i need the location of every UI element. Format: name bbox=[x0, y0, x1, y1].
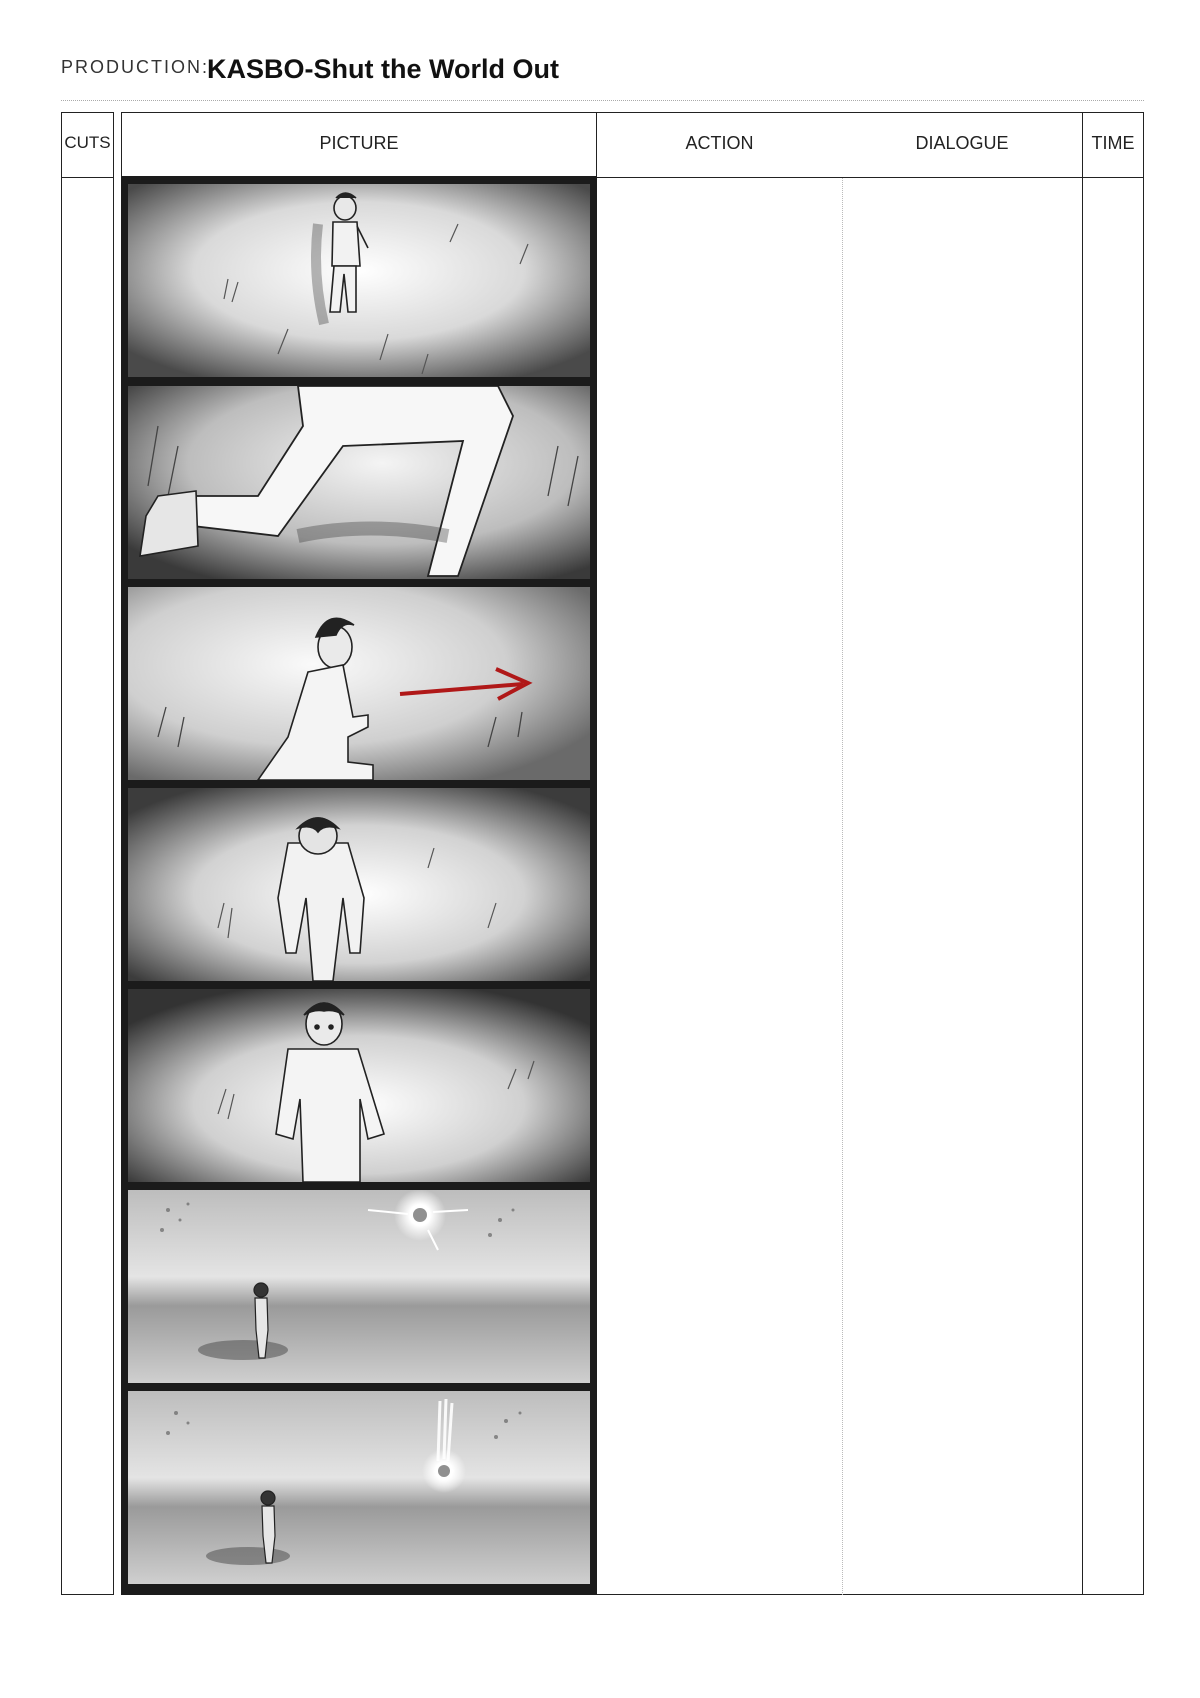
header-divider bbox=[61, 100, 1144, 101]
storyboard-panel-5 bbox=[128, 989, 590, 1182]
time-header: TIME bbox=[1091, 133, 1135, 153]
storyboard-panel-1 bbox=[128, 184, 590, 377]
storyboard-panel-2 bbox=[128, 386, 590, 579]
dialogue-column-divider bbox=[842, 178, 843, 1595]
production-title: KASBO-Shut the World Out bbox=[207, 54, 559, 84]
storyboard-panel-7 bbox=[128, 1391, 590, 1584]
storyboard-panel-6 bbox=[128, 1190, 590, 1383]
time-column-divider bbox=[1082, 112, 1083, 1595]
dialogue-header: DIALOGUE bbox=[915, 133, 1009, 153]
storyboard-panel-3 bbox=[128, 587, 590, 780]
notes-header-divider bbox=[597, 177, 1143, 178]
production-label: PRODUCTION: bbox=[61, 57, 209, 77]
cuts-header-divider bbox=[62, 177, 113, 178]
cuts-header: CUTS bbox=[64, 133, 111, 152]
notes-columns bbox=[597, 112, 1144, 1595]
storyboard-panel-4 bbox=[128, 788, 590, 981]
cuts-column bbox=[61, 112, 114, 1595]
action-header: ACTION bbox=[685, 133, 754, 153]
picture-header: PICTURE bbox=[319, 133, 399, 153]
